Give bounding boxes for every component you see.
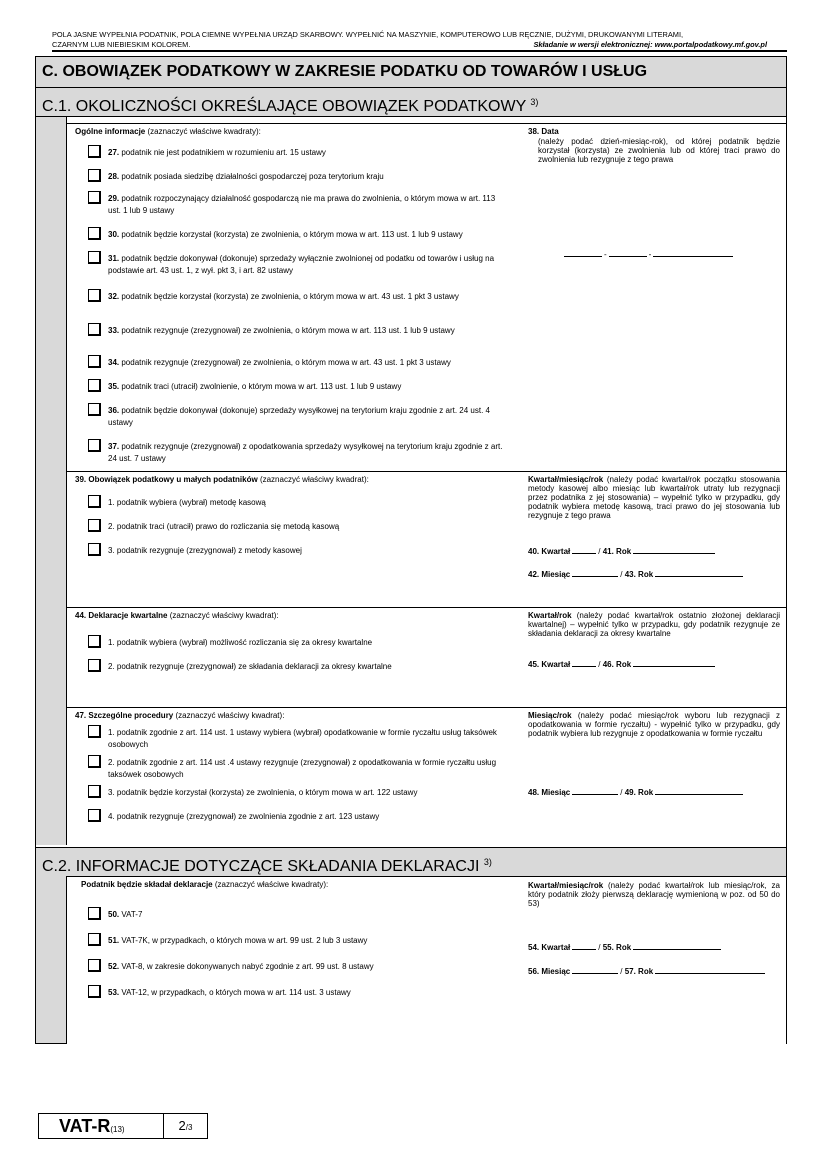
special-option-1-checkbox[interactable] [88,725,101,738]
special-option-2-label: 2. podatnik zgodnie z art. 114 ust .4 ustawy rezygnuje (zrezygnował) z opodatkowania w formie ryczałtu usług taksówek osobowych [108,758,497,779]
form-footer [38,1113,208,1139]
c2-item-53-label: 53. VAT-12, w przypadkach, o których mowa w art. 114 ust. 3 ustawy [108,988,351,997]
quarterly-label: 44. Deklaracje kwartalne [75,611,168,620]
section-c-form [35,56,787,1044]
fields-54-55[interactable]: 54. Kwartał / 55. Rok [528,943,723,952]
small-option-3-label: 3. podatnik rezygnuje (zrezygnował) z metody kasowej [108,546,302,555]
item-28-checkbox[interactable] [88,169,101,182]
c1-left-strip [36,117,67,845]
c2-right [522,876,786,1044]
small-option-2-checkbox[interactable] [88,519,101,532]
small-option-1-checkbox[interactable] [88,495,101,508]
date-input-38[interactable]: - - [562,250,735,259]
c2-title: C.2. INFORMACJE DOTYCZĄCE SKŁADANIA DEKLARACJI $^{3)}$ [36,847,786,877]
small-taxpayers-box [67,471,523,608]
c2-item-50-label: 50. VAT-7 [108,910,143,919]
special-option-4-checkbox[interactable] [88,809,101,822]
item-31-label: 31. podatnik będzie dokonywał (dokonuje) sprzedaży wyłącznie zwolnionej od podatku od towarów i usług na podstawie art. 43 ust. 1, z wył. pkt 3, i art. 82 ustawy [108,254,495,275]
c2-right-label: Kwartał/miesiąc/rok [528,881,604,890]
item-33-checkbox[interactable] [88,323,101,336]
c2-item-50-checkbox[interactable] [88,907,101,920]
c1-title: C.1. OKOLICZNOŚCI OKREŚLAJĄCE OBOWIĄZEK PODATKOWY $^{3)}$ [36,88,786,117]
special-option-1-label: 1. podatnik zgodnie z art. 114 ust. 1 ustawy wybiera (wybrał) opodatkowanie w formie ryczałtu usług taksówek osobowych [108,728,497,749]
section-c-title: C. OBOWIĄZEK PODATKOWY W ZAKRESIE PODATKU OD TOWARÓW I USŁUG [36,57,786,88]
item-35-checkbox[interactable] [88,379,101,392]
item-36-checkbox[interactable] [88,403,101,416]
quarterly-option-1-checkbox[interactable] [88,635,101,648]
small-option-2-label: 2. podatnik traci (utracił) prawo do rozliczania się metodą kasową [108,522,340,531]
item-28-label: 28. podatnik posiada siedzibę działalności gospodarczej poza terytorium kraju [108,172,384,181]
item-30-label: 30. podatnik będzie korzystał (korzysta) ze zwolnienia, o którym mowa w art. 113 ust. 1 lub 9 ustawy [108,230,463,239]
quarterly-right-label: Kwartał/rok [528,611,572,620]
c2-item-52-label: 52. VAT-8, w zakresie dokonywanych nabyć zgodnie z art. 99 ust. 8 ustawy [108,962,374,971]
c2-item-51-label: 51. VAT-7K, w przypadkach, o których mowa w art. 99 ust. 2 lub 3 ustawy [108,936,368,945]
form-header [52,30,787,50]
page-number: 2/3 [178,1118,193,1133]
special-label: 47. Szczególne procedury [75,711,174,720]
item-27-label: 27. podatnik nie jest podatnikiem w rozumieniu art. 15 ustawy [108,148,326,157]
small-option-3-checkbox[interactable] [88,543,101,556]
special-option-2-checkbox[interactable] [88,755,101,768]
quarterly-option-1-label: 1. podatnik wybiera (wybrał) możliwość rozliczania się za okresy kwartalne [108,638,373,647]
date-label: 38. Data [528,127,559,136]
small-right-hint: (należy podać kwartał/rok początku stosowania metody kasowej albo miesiąc lub kwartał/rok utraty lub rezygnacji przez podatnika z jej stosowania) – wypełnić tylko w przypadku, gdy podatnik wybiera metodę kasową, traci prawo do jej stosowania lub rezygnuje z tego prawa [528,475,780,520]
c2-left-strip [36,876,67,1043]
fields-56-57[interactable]: 56. Miesiąc / 57. Rok [528,967,767,976]
fields-40-41[interactable]: 40. Kwartał / 41. Rok [528,547,717,556]
item-32-checkbox[interactable] [88,289,101,302]
item-35-label: 35. podatnik traci (utracił) zwolnienie, o którym mowa w art. 113 ust. 1 lub 9 ustawy [108,382,402,391]
small-taxpayers-label: 39. Obowiązek podatkowy u małych podatników [75,475,258,484]
quarterly-right [522,607,786,708]
special-option-3-label: 3. podatnik będzie korzystał (korzysta) ze zwolnienia, o którym mowa w art. 122 ustawy [108,788,418,797]
general-info-label: Ogólne informacje [75,127,146,136]
fields-48-49[interactable]: 48. Miesiąc / 49. Rok [528,788,745,797]
special-right-label: Miesiąc/rok [528,711,572,720]
c2-item-51-checkbox[interactable] [88,933,101,946]
item-37-checkbox[interactable] [88,439,101,452]
item-36-label: 36. podatnik będzie dokonywał (dokonuje) sprzedaży wysyłkowej na terytorium kraju zgodnie z art. 24 ust. 4 ustawy [108,406,490,427]
special-option-3-checkbox[interactable] [88,785,101,798]
small-taxpayers-hint: (zaznaczyć właściwy kwadrat): [259,475,369,484]
quarterly-option-2-label: 2. podatnik rezygnuje (zrezygnował) ze składania deklaracji za okresy kwartalne [108,662,392,671]
c2-hint: (zaznaczyć właściwe kwadraty): [214,880,329,889]
c2-item-53-checkbox[interactable] [88,985,101,998]
c2-declarations-box [67,876,523,1044]
form-code: VAT-R(13) [39,1114,164,1138]
quarterly-right-hint: (należy podać kwartał/rok ostatnio złożonej deklaracji kwartalnej) – wypełnić tylko w przypadku, gdy podatnik rezygnuje ze składania deklaracji za okresy kwartalne [528,611,780,638]
item-29-checkbox[interactable] [88,191,101,204]
quarterly-box [67,607,523,708]
c2-right-hint: (należy podać kwartał/rok lub miesiąc/rok, za który podatnik złoży pierwszą deklarację wymienioną w poz. od 50 do 53) [528,881,780,908]
item-34-checkbox[interactable] [88,355,101,368]
c2-label: Podatnik będzie składał deklaracje [81,880,213,889]
fields-42-43[interactable]: 42. Miesiąc / 43. Rok [528,570,745,579]
fields-45-46[interactable]: 45. Kwartał / 46. Rok [528,660,717,669]
date-box [522,123,786,472]
quarterly-hint: (zaznaczyć właściwy kwadrat): [169,611,279,620]
item-30-checkbox[interactable] [88,227,101,240]
small-right-label: Kwartał/miesiąc/rok [528,475,604,484]
header-instructions-line2: CZARNYM LUB NIEBIESKIM KOLOREM. [52,40,191,49]
item-37-label: 37. podatnik rezygnuje (zrezygnował) z opodatkowania sprzedaży wysyłkowej na terytorium kraju zgodnie z art. 24 ust. 7 ustawy [108,442,503,463]
item-34-label: 34. podatnik rezygnuje (zrezygnował) ze zwolnienia, o którym mowa w art. 43 ust. 1 pkt 3 ustawy [108,358,451,367]
special-right [522,707,786,846]
small-option-1-label: 1. podatnik wybiera (wybrał) metodę kasową [108,498,266,507]
item-29-label: 29. podatnik rozpoczynający działalność gospodarczą nie ma prawa do zwolnienia, o którym mowa w art. 113 ust. 1 lub 9 ustawy [108,194,496,215]
header-electronic-note: Składanie w wersji elektronicznej: www.portalpodatkowy.mf.gov.pl [533,40,767,49]
header-instructions-line1: POLA JASNE WYPEŁNIA PODATNIK, POLA CIEMNE WYPEŁNIA URZĄD SKARBOWY. WYPEŁNIĆ NA MASZYNIE, KOMPUTEROWO LUB RĘCZNIE, DUŻYMI, DRUKOWANYMI LITERAMI, [52,30,684,39]
c2-item-52-checkbox[interactable] [88,959,101,972]
item-32-label: 32. podatnik będzie korzystał (korzysta) ze zwolnienia, o którym mowa w art. 43 ust. 1 pkt 3 ustawy [108,292,459,301]
item-31-checkbox[interactable] [88,251,101,264]
quarterly-option-2-checkbox[interactable] [88,659,101,672]
item-27-checkbox[interactable] [88,145,101,158]
general-info-hint: (zaznaczyć właściwe kwadraty): [147,127,261,136]
special-right-hint: (należy podać miesiąc/rok wyboru lub rezygnacji z opodatkowania w formie ryczałtu) - wypełnić tylko w przypadku, gdy podatnik wybiera lub rezygnuje z opodatkowania w formie ryczałtu [528,711,780,738]
date-hint: (należy podać dzień-miesiąc-rok), od której podatnik będzie korzystał (korzysta) ze zwolnienia lub od której traci prawo do zwolnienia lub rezygnuje z tego prawa [538,137,780,164]
small-taxpayers-right [522,471,786,608]
header-rule [52,50,787,52]
item-33-label: 33. podatnik rezygnuje (zrezygnował) ze zwolnienia, o którym mowa w art. 113 ust. 1 lub 9 ustawy [108,326,455,335]
special-option-4-label: 4. podatnik rezygnuje (zrezygnował) ze zwolnienia zgodnie z art. 123 ustawy [108,812,380,821]
special-hint: (zaznaczyć właściwy kwadrat): [175,711,285,720]
